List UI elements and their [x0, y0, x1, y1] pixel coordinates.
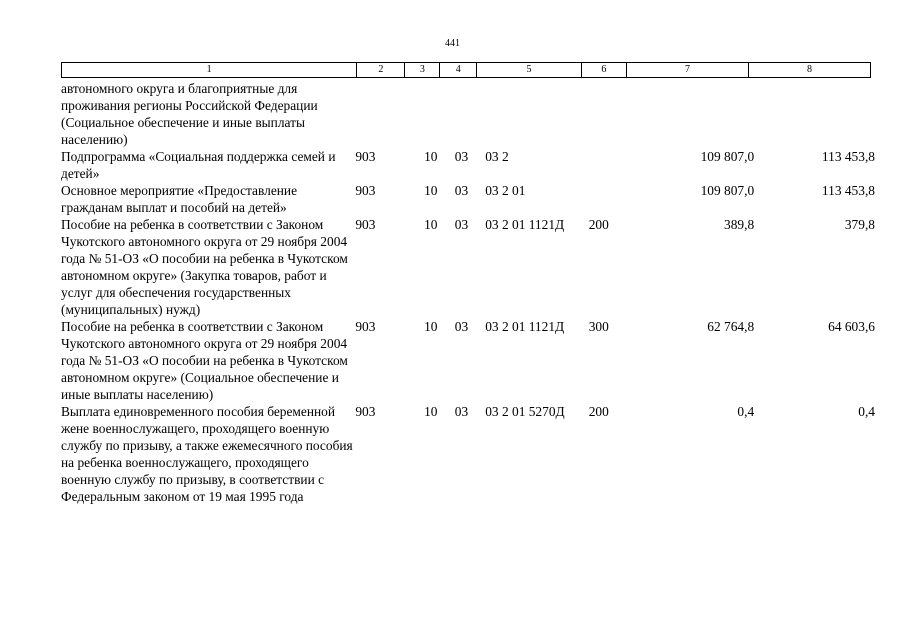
row-amount-year1-cell — [633, 80, 754, 148]
table-row — [61, 318, 875, 403]
header-cell-5: 5 — [477, 63, 582, 78]
row-section-cell: 10 — [424, 149, 438, 164]
row-grbs-cell: 903 — [355, 319, 376, 334]
row-subsection-cell: 03 — [454, 217, 469, 232]
row-amount-year1-cell: 0,4 — [737, 404, 755, 419]
row-grbs-cell: 903 — [355, 149, 376, 164]
page-number: 441 — [445, 38, 460, 49]
row-section-cell: 10 — [424, 217, 438, 232]
row-name-cell: Подпрограмма «Социальная поддержка семей и детей» — [61, 149, 336, 181]
row-amount-year1-cell: 389,8 — [724, 217, 755, 232]
row-amount-year2-cell: 0,4 — [858, 404, 875, 419]
row-name-cell: Выплата единовременного пособия беременной жене военнослужащего, проходящего военную службу по призыву, а также ежемесячного пособия на ребенка военнослужащего, проходящего военную службу по призыву, в соответствии с Федеральным законом от 19 мая 1995 года — [61, 404, 353, 504]
header-cell-8: 8 — [748, 63, 870, 78]
row-amount-year1-cell: 109 807,0 — [700, 183, 755, 198]
budget-table — [61, 80, 875, 505]
row-amount-year2-cell: 379,8 — [844, 217, 875, 232]
header-cell-6: 6 — [581, 63, 626, 78]
header-cell-3: 3 — [405, 63, 440, 78]
row-subsection-cell: 03 — [454, 183, 469, 198]
row-target-article-cell: 03 2 01 1121Д — [485, 319, 565, 334]
row-amount-year1-cell: 62 764,8 — [707, 319, 755, 334]
row-subsection-cell: 03 — [454, 319, 469, 334]
row-expense-type-cell: 200 — [588, 217, 609, 232]
row-expense-type-cell: 200 — [588, 404, 609, 419]
row-target-article-cell — [485, 80, 589, 148]
column-number-header — [61, 62, 871, 78]
row-subsection-cell: 03 — [454, 404, 469, 419]
header-cell-1: 1 — [62, 63, 357, 78]
row-expense-type-cell: 300 — [588, 319, 609, 334]
header-cell-2: 2 — [357, 63, 405, 78]
row-amount-year1-cell: 109 807,0 — [700, 149, 755, 164]
row-target-article-cell: 03 2 01 1121Д — [485, 217, 565, 232]
row-amount-year2-cell: 113 453,8 — [821, 149, 875, 164]
row-expense-type-cell — [589, 148, 634, 182]
row-target-article-cell: 03 2 01 — [485, 183, 526, 198]
row-grbs-cell: 903 — [355, 183, 376, 198]
row-expense-type-cell — [589, 182, 634, 216]
table-row — [61, 80, 875, 148]
row-name-cell: Пособие на ребенка в соответствии с Законом Чукотского автономного округа от 29 ноября 2004 года № 51-ОЗ «О пособии на ребенка в Чукотском автономном округе» (Закупка товаров, работ и услуг для обеспечения государственных (муниципальных) нужд) — [61, 217, 348, 317]
row-target-article-cell: 03 2 01 5270Д — [485, 404, 565, 419]
row-section-cell: 10 — [424, 183, 438, 198]
table-row — [61, 403, 875, 505]
row-section-cell — [408, 80, 455, 148]
row-grbs-cell: 903 — [355, 404, 376, 419]
row-grbs-cell — [355, 80, 408, 148]
row-grbs-cell: 903 — [355, 217, 376, 232]
row-amount-year2-cell: 113 453,8 — [821, 183, 875, 198]
table-row — [61, 216, 875, 318]
table-row — [61, 148, 875, 182]
row-amount-year2-cell — [754, 80, 875, 148]
row-name-cell: Пособие на ребенка в соответствии с Законом Чукотского автономного округа от 29 ноября 2004 года № 51-ОЗ «О пособии на ребенка в Чукотском автономном округе» (Социальное обеспечение и иные выплаты населению) — [61, 319, 348, 402]
row-subsection-cell: 03 — [454, 149, 469, 164]
header-cell-7: 7 — [626, 63, 748, 78]
row-amount-year2-cell: 64 603,6 — [828, 319, 875, 334]
header-cell-4: 4 — [440, 63, 477, 78]
row-name-cell: автономного округа и благоприятные для проживания регионы Российской Федерации (Социальное обеспечение и иные выплаты населению) — [61, 81, 318, 147]
row-section-cell: 10 — [424, 319, 438, 334]
table-row — [61, 182, 875, 216]
row-section-cell: 10 — [424, 404, 438, 419]
row-name-cell: Основное мероприятие «Предоставление гражданам выплат и пособий на детей» — [61, 183, 298, 215]
row-subsection-cell — [455, 80, 485, 148]
row-target-article-cell: 03 2 — [485, 149, 509, 164]
row-expense-type-cell — [589, 80, 634, 148]
